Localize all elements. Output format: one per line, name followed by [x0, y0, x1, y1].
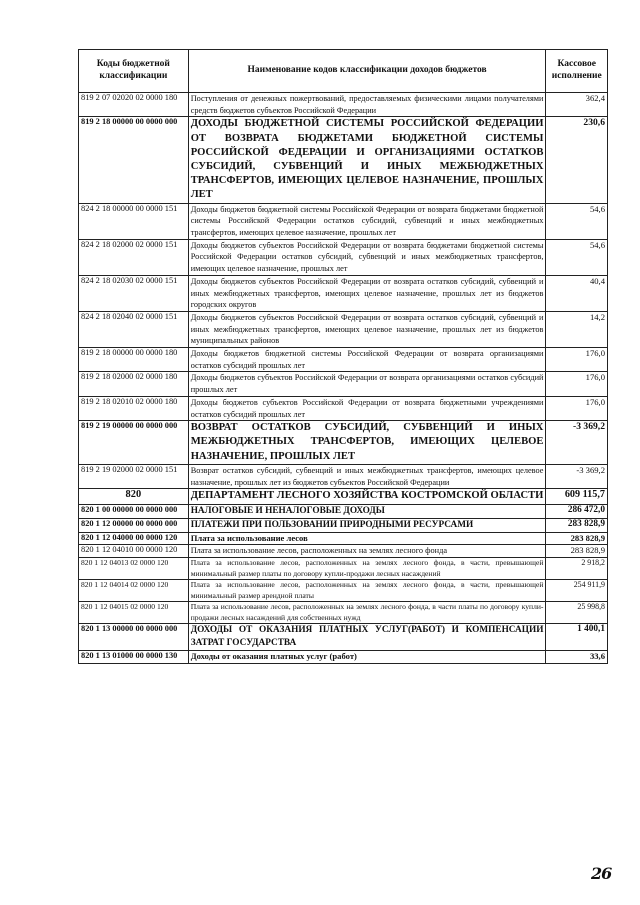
- row-name: Плата за использование лесов, расположенных на землях лесного фонда, в части платы по договору купли-продажи лесных насаждений для собственных нужд: [188, 602, 546, 624]
- row-value: 283 828,9: [546, 545, 608, 558]
- page-number: 26: [591, 864, 612, 883]
- row-value: 176,0: [546, 348, 608, 372]
- department-code: 820: [79, 489, 189, 504]
- row-value: 1 400,1: [546, 624, 608, 651]
- row-code: 819 2 18 02010 02 0000 180: [79, 396, 189, 420]
- row-code: 820 1 12 04014 02 0000 120: [79, 580, 189, 602]
- row-value: 176,0: [546, 396, 608, 420]
- table-row: [79, 464, 608, 488]
- table-row: [79, 311, 608, 347]
- row-name: Доходы бюджетов субъектов Российской Федерации от возврата организациями остатков субсидий прошлых лет: [188, 372, 546, 396]
- row-value: 2 918,2: [546, 557, 608, 579]
- row-name: Доходы бюджетов бюджетной системы Российской Федерации от возврата организациями остатков субсидий прошлых лет: [188, 348, 546, 372]
- row-value: 54,6: [546, 239, 608, 275]
- row-value: 25 998,8: [546, 602, 608, 624]
- row-name: Плата за использование лесов, расположенных на землях лесного фонда, в части, превышающей минимальный размер арендной платы: [188, 580, 546, 602]
- table-row: [79, 504, 608, 518]
- row-code: 819 2 18 00000 00 0000 000: [79, 117, 189, 203]
- row-name: Возврат остатков субсидий, субвенций и иных межбюджетных трансфертов, имеющих целевое назначение, прошлых лет из бюджетов субъектов Российской Федерации: [188, 464, 546, 488]
- table-row: [79, 421, 608, 465]
- table-row: [79, 396, 608, 420]
- table-row: [79, 651, 608, 664]
- row-value: 14,2: [546, 311, 608, 347]
- row-code: 820 1 12 04010 00 0000 120: [79, 545, 189, 558]
- row-name: Доходы бюджетов субъектов Российской Федерации от возврата бюджетами бюджетной системы Российской Федерации остатков субсидий, субвенций и иных межбюджетных трансфертов, имеющих целевое назначение, прошлых лет: [188, 239, 546, 275]
- table-row: [79, 580, 608, 602]
- header-value: Кассовое исполнение: [546, 50, 608, 93]
- row-name: Доходы бюджетов субъектов Российской Федерации от возврата остатков субсидий, субвенций и иных межбюджетных трансфертов, имеющих целевое назначение, прошлых лет из бюджетов муниципальных районов: [188, 311, 546, 347]
- table-row: [79, 93, 608, 117]
- row-code: 820 1 12 00000 00 0000 000: [79, 518, 189, 532]
- row-code: 824 2 18 00000 00 0000 151: [79, 203, 189, 239]
- header-name: Наименование кодов классификации доходов бюджетов: [188, 50, 546, 93]
- row-name: Плата за использование лесов, расположенных на землях лесного фонда, в части, превышающей минимальный размер платы по договору купли-продажи лесных насаждений: [188, 557, 546, 579]
- table-row: [79, 203, 608, 239]
- row-code: 824 2 18 02030 02 0000 151: [79, 275, 189, 311]
- row-value: 54,6: [546, 203, 608, 239]
- table-row: [79, 532, 608, 545]
- table-row: [79, 545, 608, 558]
- row-value: 283 828,9: [546, 532, 608, 545]
- row-code: 820 1 13 01000 00 0000 130: [79, 651, 189, 664]
- row-name: Доходы от оказания платных услуг (работ): [188, 651, 546, 664]
- row-name: НАЛОГОВЫЕ И НЕНАЛОГОВЫЕ ДОХОДЫ: [188, 504, 546, 518]
- department-total: 609 115,7: [546, 489, 608, 504]
- row-code: 819 2 19 02000 02 0000 151: [79, 464, 189, 488]
- row-value: 230,6: [546, 117, 608, 203]
- row-code: 819 2 18 02000 02 0000 180: [79, 372, 189, 396]
- row-name: ПЛАТЕЖИ ПРИ ПОЛЬЗОВАНИИ ПРИРОДНЫМИ РЕСУРСАМИ: [188, 518, 546, 532]
- table-row: [79, 602, 608, 624]
- table-row: [79, 624, 608, 651]
- table-header-row: [79, 50, 608, 93]
- table-row: [79, 372, 608, 396]
- department-name: ДЕПАРТАМЕНТ ЛЕСНОГО ХОЗЯЙСТВА КОСТРОМСКОЙ ОБЛАСТИ: [188, 489, 546, 504]
- table-row: [79, 239, 608, 275]
- row-code: 820 1 12 04015 02 0000 120: [79, 602, 189, 624]
- row-name: Поступления от денежных пожертвований, предоставляемых физическими лицами получателями средств бюджетов субъектов Российской Федерации: [188, 93, 546, 117]
- row-value: 40,4: [546, 275, 608, 311]
- row-code: 820 1 12 04013 02 0000 120: [79, 557, 189, 579]
- row-name: ВОЗВРАТ ОСТАТКОВ СУБСИДИЙ, СУБВЕНЦИЙ И ИНЫХ МЕЖБЮДЖЕТНЫХ ТРАНСФЕРТОВ, ИМЕЮЩИХ ЦЕЛЕВОЕ НАЗНАЧЕНИЕ, ПРОШЛЫХ ЛЕТ: [188, 421, 546, 465]
- row-code: 819 2 18 00000 00 0000 180: [79, 348, 189, 372]
- row-name: Доходы бюджетов бюджетной системы Российской Федерации от возврата бюджетами бюджетной системы Российской Федерации остатков субсидий, субвенций и иных межбюджетных трансфертов, имеющих целевое назначение, прошлых лет: [188, 203, 546, 239]
- row-name: Плата за использование лесов, расположенных на землях лесного фонда: [188, 545, 546, 558]
- row-value: 33,6: [546, 651, 608, 664]
- row-name: Плата за использование лесов: [188, 532, 546, 545]
- header-code: Коды бюджетной классификации: [79, 50, 189, 93]
- row-value: -3 369,2: [546, 421, 608, 465]
- table-row: [79, 557, 608, 579]
- row-value: -3 369,2: [546, 464, 608, 488]
- budget-revenue-table: [78, 49, 608, 664]
- row-value: 254 911,9: [546, 580, 608, 602]
- row-name: Доходы бюджетов субъектов Российской Федерации от возврата бюджетными учреждениями остатков субсидий прошлых лет: [188, 396, 546, 420]
- row-code: 820 1 12 04000 00 0000 120: [79, 532, 189, 545]
- row-code: 819 2 19 00000 00 0000 000: [79, 421, 189, 465]
- row-value: 362,4: [546, 93, 608, 117]
- table-row: [79, 518, 608, 532]
- row-code: 824 2 18 02040 02 0000 151: [79, 311, 189, 347]
- table-row: [79, 348, 608, 372]
- row-name: ДОХОДЫ БЮДЖЕТНОЙ СИСТЕМЫ РОССИЙСКОЙ ФЕДЕРАЦИИ ОТ ВОЗВРАТА БЮДЖЕТАМИ БЮДЖЕТНОЙ СИСТЕМЫ РОССИЙСКОЙ ФЕДЕРАЦИИ И ОРГАНИЗАЦИЯМИ ОСТАТКОВ СУБСИДИЙ, СУБВЕНЦИЙ И ИНЫХ МЕЖБЮДЖЕТНЫХ ТРАНСФЕРТОВ, ИМЕЮЩИХ ЦЕЛЕВОЕ НАЗНАЧЕНИЕ, ПРОШЛЫХ ЛЕТ: [188, 117, 546, 203]
- row-name: ДОХОДЫ ОТ ОКАЗАНИЯ ПЛАТНЫХ УСЛУГ(РАБОТ) И КОМПЕНСАЦИИ ЗАТРАТ ГОСУДАРСТВА: [188, 624, 546, 651]
- table-row: [79, 275, 608, 311]
- row-value: 283 828,9: [546, 518, 608, 532]
- row-value: 176,0: [546, 372, 608, 396]
- row-code: 824 2 18 02000 02 0000 151: [79, 239, 189, 275]
- table-row: [79, 117, 608, 203]
- row-code: 820 1 13 00000 00 0000 000: [79, 624, 189, 651]
- row-value: 286 472,0: [546, 504, 608, 518]
- department-row: [79, 489, 608, 504]
- row-code: 819 2 07 02020 02 0000 180: [79, 93, 189, 117]
- row-code: 820 1 00 00000 00 0000 000: [79, 504, 189, 518]
- row-name: Доходы бюджетов субъектов Российской Федерации от возврата остатков субсидий, субвенций и иных межбюджетных трансфертов, имеющих целевое назначение, прошлых лет из бюджетов городских округов: [188, 275, 546, 311]
